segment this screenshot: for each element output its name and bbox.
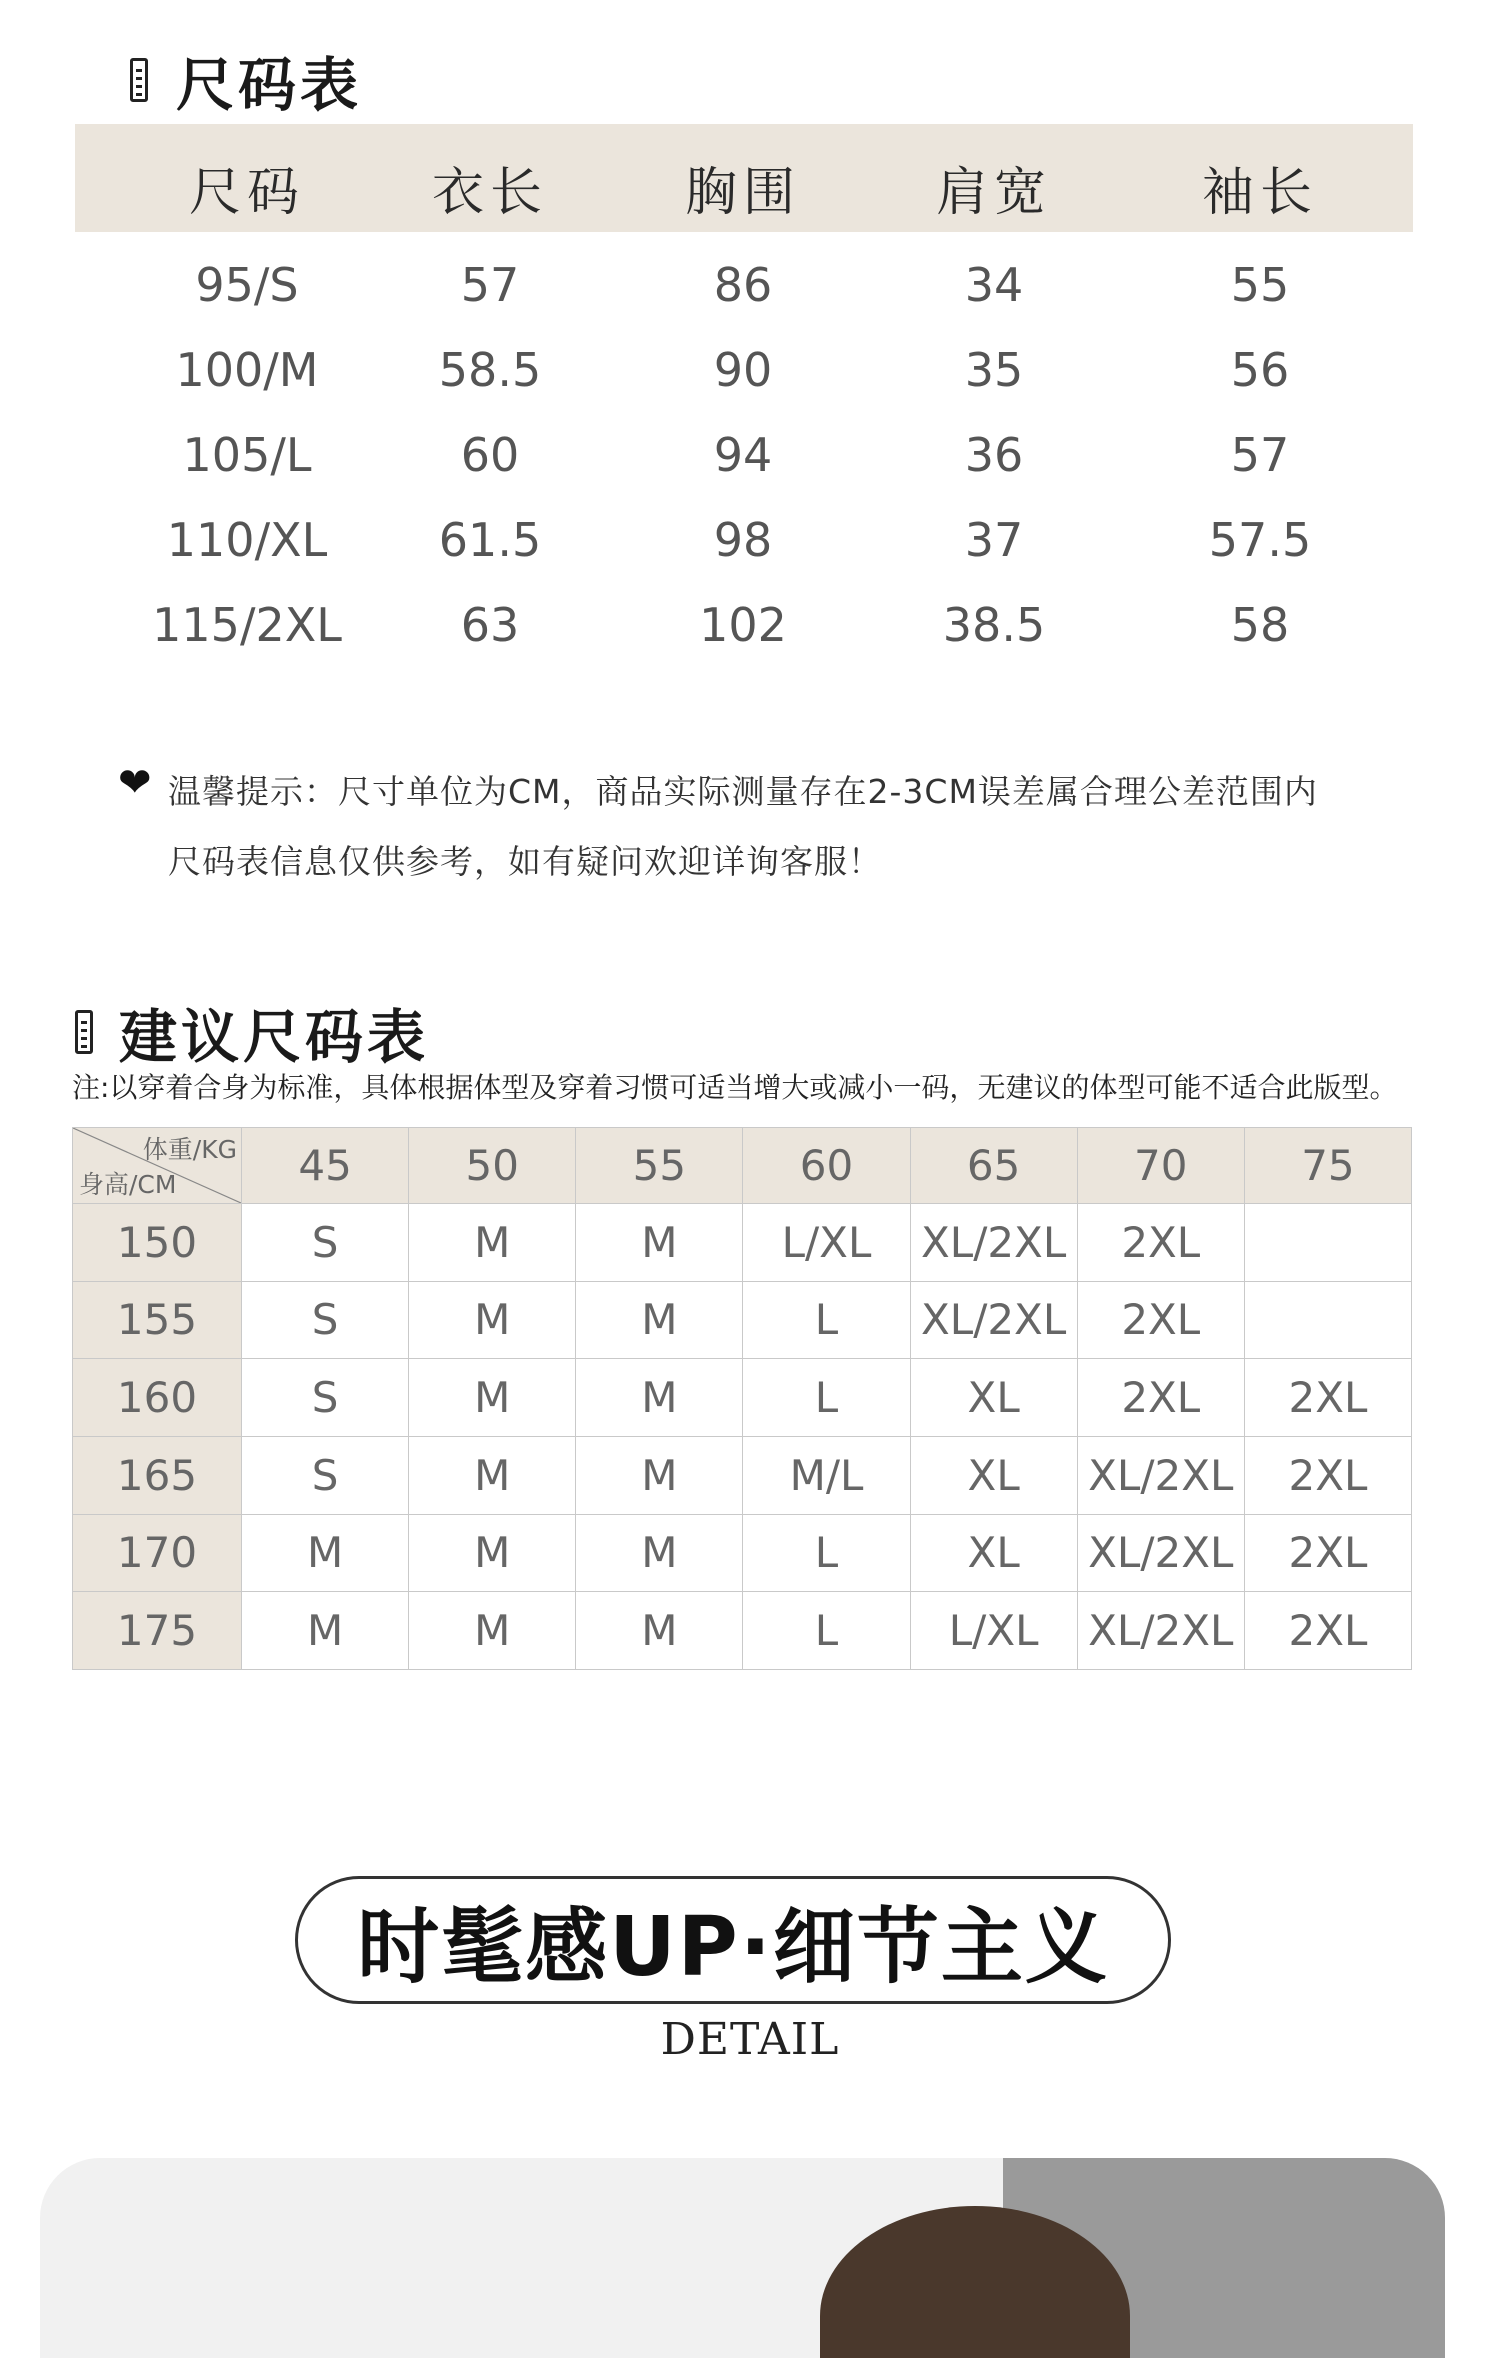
recommend-table xyxy=(72,1127,1412,1670)
size-cell: 105/L xyxy=(182,428,312,482)
table-row xyxy=(73,1359,1412,1437)
sleeve-cell: 57.5 xyxy=(1208,513,1312,567)
detail-banner xyxy=(295,1876,1171,2004)
length-cell: 58.5 xyxy=(438,343,542,397)
size-cell: 2XL xyxy=(1244,1592,1411,1670)
tips-line-1: 温馨提示：尺寸单位为CM，商品实际测量存在2-3CM误差属合理公差范围内 xyxy=(168,772,1318,811)
size-cell: L xyxy=(743,1359,910,1437)
height-header: 150 xyxy=(73,1204,242,1282)
size-cell: S xyxy=(242,1204,409,1282)
table-row xyxy=(73,1514,1412,1592)
height-header: 165 xyxy=(73,1436,242,1514)
header-cell: 胸围 xyxy=(684,163,802,223)
size-cell: M xyxy=(576,1436,743,1514)
size-cell: S xyxy=(242,1359,409,1437)
tips-line-2: 尺码表信息仅供参考，如有疑问欢迎详询客服！ xyxy=(168,842,882,881)
size-cell xyxy=(1244,1281,1411,1359)
banner-title: 时髦感UP·细节主义 xyxy=(357,1899,1109,1995)
size-cell: L xyxy=(743,1592,910,1670)
size-cell: 100/M xyxy=(175,343,319,397)
product-photo xyxy=(40,2158,1445,2358)
size-cell: XL/2XL xyxy=(1077,1436,1244,1514)
size-cell: M xyxy=(409,1592,576,1670)
size-cell: XL/2XL xyxy=(1077,1592,1244,1670)
sleeve-cell: 57 xyxy=(1230,428,1290,482)
size-cell: L/XL xyxy=(910,1592,1077,1670)
size-cell: 2XL xyxy=(1244,1359,1411,1437)
shoulder-cell: 38.5 xyxy=(942,598,1046,652)
sleeve-cell: 55 xyxy=(1230,258,1290,312)
length-cell: 57 xyxy=(460,258,520,312)
shoulder-cell: 36 xyxy=(964,428,1024,482)
shoulder-cell: 34 xyxy=(964,258,1024,312)
size-cell: 2XL xyxy=(1244,1514,1411,1592)
size-cell: 2XL xyxy=(1244,1436,1411,1514)
chest-cell: 98 xyxy=(713,513,773,567)
heart-icon: ❤ xyxy=(118,760,152,806)
size-cell: L xyxy=(743,1514,910,1592)
document-icon xyxy=(130,58,148,102)
weight-header: 45 xyxy=(242,1128,409,1204)
size-cell: M xyxy=(576,1281,743,1359)
size-cell: M/L xyxy=(743,1436,910,1514)
shoulder-cell: 35 xyxy=(964,343,1024,397)
height-header: 160 xyxy=(73,1359,242,1437)
size-cell: XL xyxy=(910,1359,1077,1437)
size-cell: M xyxy=(576,1514,743,1592)
banner-subtitle: DETAIL xyxy=(660,2014,840,2065)
table-row xyxy=(73,1436,1412,1514)
size-cell: M xyxy=(409,1359,576,1437)
header-cell: 袖长 xyxy=(1201,163,1319,223)
size-cell: XL xyxy=(910,1514,1077,1592)
header-cell: 衣长 xyxy=(431,163,549,223)
header-cell: 尺码 xyxy=(188,163,306,223)
size-cell: 95/S xyxy=(195,258,299,312)
weight-axis-label: 体重/KG xyxy=(142,1135,237,1164)
sleeve-cell: 56 xyxy=(1230,343,1290,397)
weight-header: 70 xyxy=(1077,1128,1244,1204)
table-header-row xyxy=(73,1128,1412,1204)
size-cell: M xyxy=(409,1204,576,1282)
weight-header: 65 xyxy=(910,1128,1077,1204)
size-cell: M xyxy=(576,1592,743,1670)
size-cell: M xyxy=(409,1436,576,1514)
size-cell: S xyxy=(242,1436,409,1514)
size-cell: M xyxy=(242,1592,409,1670)
size-chart-title-text: 尺码表 xyxy=(176,51,363,119)
size-cell: M xyxy=(576,1359,743,1437)
table-row xyxy=(73,1204,1412,1282)
recommend-note: 注:以穿着合身为标准，具体根据体型及穿着习惯可适当增大或减小一码，无建议的体型可能不适合此版型。 xyxy=(72,1071,1398,1104)
height-header: 155 xyxy=(73,1281,242,1359)
size-cell: S xyxy=(242,1281,409,1359)
tips-block xyxy=(118,760,152,806)
size-cell: 2XL xyxy=(1077,1359,1244,1437)
chest-cell: 94 xyxy=(713,428,773,482)
size-cell: M xyxy=(409,1281,576,1359)
height-axis-label: 身高/CM xyxy=(79,1170,177,1199)
header-cell: 肩宽 xyxy=(935,163,1053,223)
size-cell: M xyxy=(409,1514,576,1592)
corner-cell xyxy=(73,1128,242,1204)
size-cell: XL xyxy=(910,1436,1077,1514)
size-cell: 110/XL xyxy=(166,513,328,567)
chest-cell: 86 xyxy=(713,258,773,312)
size-cell: 2XL xyxy=(1077,1281,1244,1359)
size-cell: XL/2XL xyxy=(910,1204,1077,1282)
height-header: 175 xyxy=(73,1592,242,1670)
weight-header: 75 xyxy=(1244,1128,1411,1204)
chest-cell: 90 xyxy=(713,343,773,397)
size-chart-header xyxy=(75,124,1413,232)
recommend-title xyxy=(75,990,429,1074)
size-cell: L/XL xyxy=(743,1204,910,1282)
size-cell: 2XL xyxy=(1077,1204,1244,1282)
document-icon xyxy=(75,1010,93,1054)
recommend-title-text: 建议尺码表 xyxy=(119,1003,430,1071)
sleeve-cell: 58 xyxy=(1230,598,1290,652)
size-cell: XL/2XL xyxy=(910,1281,1077,1359)
chest-cell: 102 xyxy=(699,598,787,652)
size-chart-title xyxy=(130,38,362,122)
shoulder-cell: 37 xyxy=(964,513,1024,567)
length-cell: 63 xyxy=(460,598,520,652)
size-cell: XL/2XL xyxy=(1077,1514,1244,1592)
weight-header: 60 xyxy=(743,1128,910,1204)
length-cell: 60 xyxy=(460,428,520,482)
weight-header: 50 xyxy=(409,1128,576,1204)
weight-header: 55 xyxy=(576,1128,743,1204)
length-cell: 61.5 xyxy=(438,513,542,567)
size-cell: M xyxy=(242,1514,409,1592)
size-cell: L xyxy=(743,1281,910,1359)
size-cell: M xyxy=(576,1204,743,1282)
table-row xyxy=(73,1592,1412,1670)
height-header: 170 xyxy=(73,1514,242,1592)
size-cell: 115/2XL xyxy=(152,598,342,652)
table-row xyxy=(73,1281,1412,1359)
size-cell xyxy=(1244,1204,1411,1282)
